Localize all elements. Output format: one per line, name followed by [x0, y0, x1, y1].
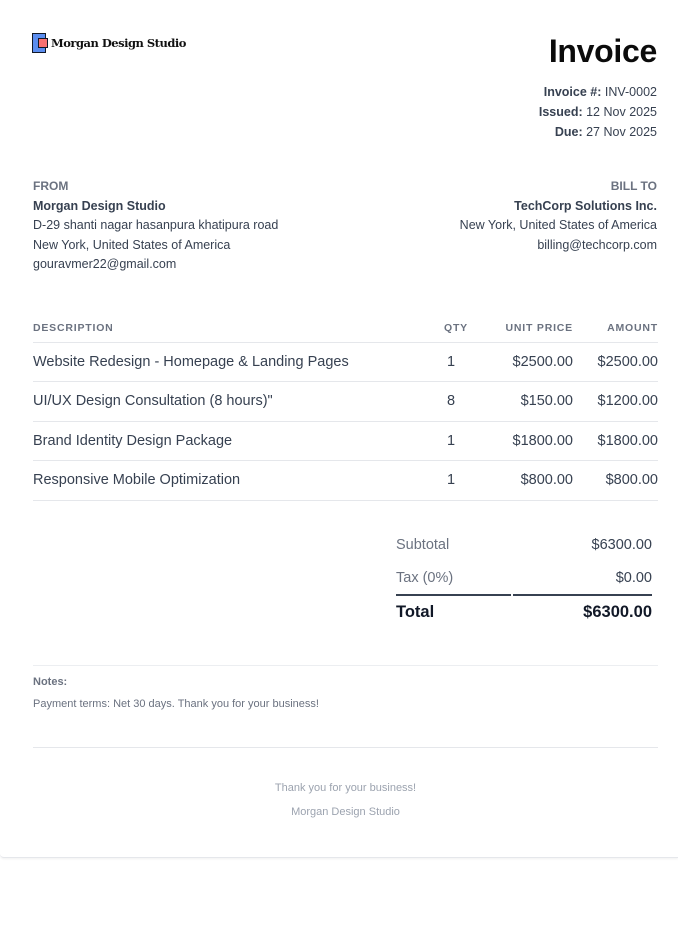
item-description: Responsive Mobile Optimization [33, 461, 421, 501]
item-qty: 8 [421, 382, 481, 422]
table-row [33, 461, 658, 501]
total-value: $6300.00 [513, 594, 652, 628]
notes-text: Payment terms: Net 30 days. Thank you for your business! [33, 698, 319, 710]
item-description: UI/UX Design Consultation (8 hours)" [33, 382, 421, 422]
subtotal-label: Subtotal [396, 536, 450, 553]
total-label: Total [396, 594, 511, 628]
tax-row [396, 561, 652, 594]
table-row [33, 382, 658, 422]
header-qty: QTY [421, 314, 481, 342]
from-address: D-29 shanti nagar hasanpura khatipura road [33, 218, 279, 232]
item-amount: $2500.00 [573, 342, 658, 382]
page-title: Invoice [548, 33, 657, 69]
bill-to-section [460, 177, 657, 255]
subtotal-value: $6300.00 [591, 536, 652, 553]
item-amount: $800.00 [573, 461, 658, 501]
item-description: Website Redesign - Homepage & Landing Pages [33, 342, 421, 382]
bill-to-location: New York, United States of America [459, 218, 657, 232]
total-row [396, 594, 652, 628]
from-label: FROM [33, 179, 69, 193]
item-description: Brand Identity Design Package [33, 421, 421, 461]
table-header-row [33, 314, 658, 342]
notes-section [33, 665, 658, 710]
item-qty: 1 [421, 421, 481, 461]
invoice-footer [33, 747, 658, 824]
bill-to-label: BILL TO [610, 179, 657, 193]
footer-company: Morgan Design Studio [291, 806, 400, 818]
totals-table [394, 528, 654, 628]
bill-to-email: billing@techcorp.com [537, 237, 657, 252]
notes-label: Notes: [33, 676, 68, 688]
item-qty: 1 [421, 342, 481, 382]
brand-logo [32, 33, 186, 53]
invoice-number: Invoice #: INV-0002 [543, 85, 657, 99]
from-email: gouravmer22@gmail.com [33, 257, 177, 271]
issued-date: Issued: 12 Nov 2025 [538, 105, 657, 119]
subtotal-row [396, 528, 652, 561]
bill-to-name: TechCorp Solutions Inc. [514, 198, 657, 213]
item-amount: $1800.00 [573, 421, 658, 461]
tax-value: $0.00 [615, 569, 652, 586]
item-unit-price: $150.00 [481, 382, 573, 422]
item-unit-price: $2500.00 [481, 342, 573, 382]
header-unit-price: UNIT PRICE [481, 314, 573, 342]
item-unit-price: $1800.00 [481, 421, 573, 461]
item-unit-price: $800.00 [481, 461, 573, 501]
header-description: DESCRIPTION [33, 314, 421, 342]
logo-icon [32, 33, 48, 53]
item-qty: 1 [421, 461, 481, 501]
table-row [33, 342, 658, 382]
from-location: New York, United States of America [33, 237, 231, 252]
item-amount: $1200.00 [573, 382, 658, 422]
line-items-table [33, 314, 658, 501]
table-row [33, 421, 658, 461]
footer-thanks: Thank you for your business! [274, 782, 417, 794]
header-amount: AMOUNT [573, 314, 658, 342]
brand-name: Morgan Design Studio [51, 36, 186, 50]
due-date: Due: 27 Nov 2025 [554, 125, 657, 139]
from-name: Morgan Design Studio [33, 198, 166, 213]
invoice-meta [539, 82, 657, 142]
tax-label: Tax (0%) [396, 569, 454, 586]
from-section [33, 177, 278, 275]
